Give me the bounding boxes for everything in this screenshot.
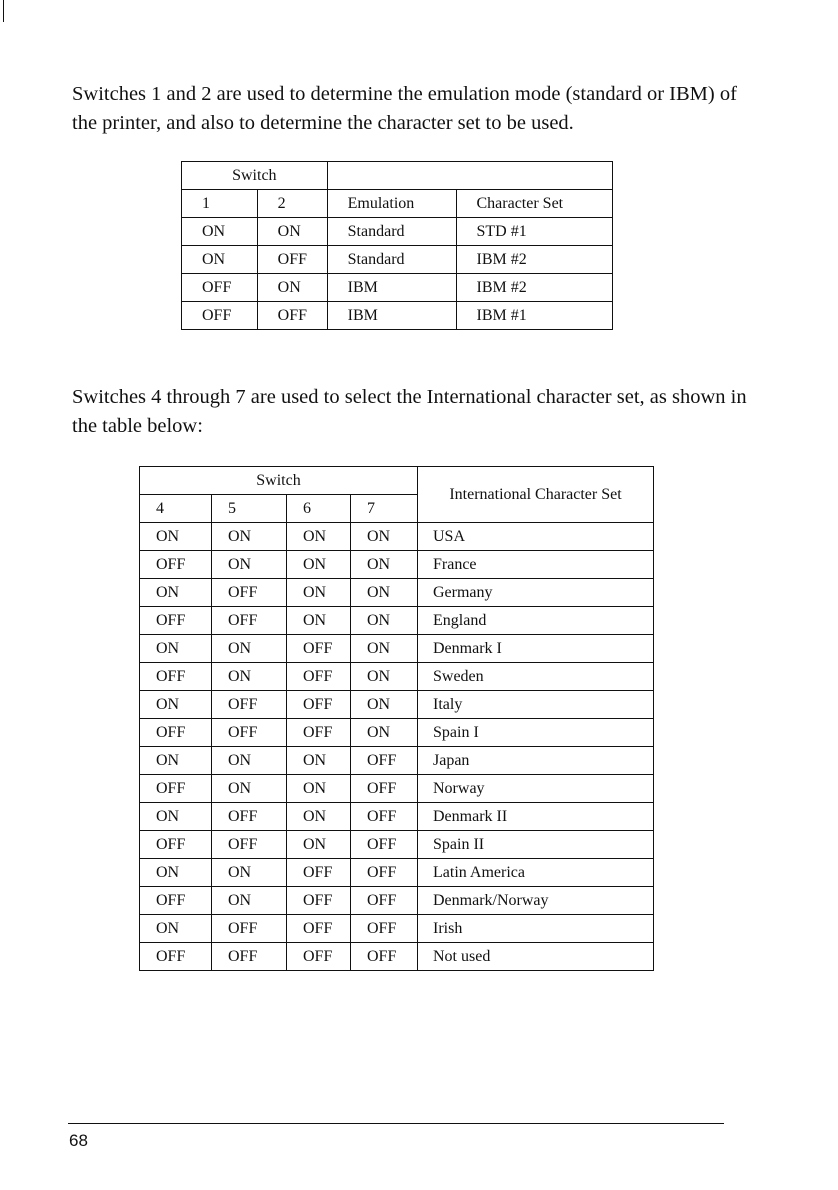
- switch-cell: OFF: [351, 775, 418, 803]
- table-row: [182, 274, 613, 302]
- table-row: [182, 218, 613, 246]
- switch-cell: ON: [140, 523, 212, 551]
- switch-cell: OFF: [287, 887, 351, 915]
- switch-group-header: Switch: [182, 162, 328, 190]
- switch-cell: ON: [351, 523, 418, 551]
- switch-cell: OFF: [351, 803, 418, 831]
- switch-cell: ON: [140, 859, 212, 887]
- column-header-switch-1: 1: [182, 190, 258, 218]
- table-row: [140, 663, 654, 691]
- switch-cell: ON: [287, 775, 351, 803]
- switch-cell: ON: [212, 859, 287, 887]
- column-header-character-set: Character Set: [456, 190, 613, 218]
- cell: IBM #1: [456, 302, 613, 330]
- switch-cell: ON: [287, 523, 351, 551]
- switch-cell: OFF: [351, 831, 418, 859]
- switch-cell: OFF: [287, 719, 351, 747]
- charset-cell: Germany: [418, 579, 654, 607]
- table-row: [140, 803, 654, 831]
- switch-cell: OFF: [212, 719, 287, 747]
- switch-cell: OFF: [212, 691, 287, 719]
- charset-cell: Denmark II: [418, 803, 654, 831]
- switch-group-header: Switch: [140, 467, 418, 495]
- switch-cell: OFF: [140, 719, 212, 747]
- switch-cell: ON: [140, 579, 212, 607]
- switch-cell: ON: [351, 719, 418, 747]
- switch-cell: OFF: [140, 887, 212, 915]
- table-row: [140, 831, 654, 859]
- cell: IBM: [327, 274, 456, 302]
- cell: OFF: [182, 302, 258, 330]
- switch-cell: ON: [140, 747, 212, 775]
- table-row: [182, 302, 613, 330]
- cell: Standard: [327, 218, 456, 246]
- switch-cell: ON: [287, 551, 351, 579]
- table-header-row: [182, 162, 613, 190]
- charset-cell: Denmark I: [418, 635, 654, 663]
- switch-cell: OFF: [212, 915, 287, 943]
- charset-cell: Not used: [418, 943, 654, 971]
- column-header-emulation: Emulation: [327, 190, 456, 218]
- charset-cell: Japan: [418, 747, 654, 775]
- switch-cell: OFF: [140, 775, 212, 803]
- emulation-switch-table: [181, 161, 613, 330]
- footer-rule: [68, 1123, 724, 1124]
- table-row: [140, 887, 654, 915]
- table-row: [140, 943, 654, 971]
- table-row: [140, 523, 654, 551]
- cell: ON: [182, 246, 258, 274]
- cell: Standard: [327, 246, 456, 274]
- international-charset-table: [139, 466, 654, 971]
- charset-cell: Irish: [418, 915, 654, 943]
- blank-header-cell: [327, 162, 612, 190]
- switch-cell: OFF: [351, 943, 418, 971]
- switch-cell: OFF: [351, 915, 418, 943]
- cell: ON: [257, 218, 327, 246]
- column-header-switch-4: 4: [140, 495, 212, 523]
- switch-cell: OFF: [212, 831, 287, 859]
- switch-cell: ON: [140, 691, 212, 719]
- switch-cell: OFF: [212, 943, 287, 971]
- switch-cell: ON: [212, 663, 287, 691]
- switch-cell: ON: [287, 579, 351, 607]
- cell: IBM #2: [456, 274, 613, 302]
- table-row: [140, 691, 654, 719]
- cell: IBM #2: [456, 246, 613, 274]
- switch-cell: ON: [212, 635, 287, 663]
- table-row: [140, 915, 654, 943]
- charset-cell: Italy: [418, 691, 654, 719]
- cell: STD #1: [456, 218, 613, 246]
- column-header-switch-6: 6: [287, 495, 351, 523]
- table-row: [140, 775, 654, 803]
- switch-cell: ON: [140, 915, 212, 943]
- switch-cell: OFF: [140, 551, 212, 579]
- charset-cell: Denmark/Norway: [418, 887, 654, 915]
- switch-cell: OFF: [212, 579, 287, 607]
- switch-cell: ON: [212, 887, 287, 915]
- table-row: [140, 719, 654, 747]
- intro-paragraph-emulation: Switches 1 and 2 are used to determine the emulation mode (standard or IBM) of the printer, and also to determine the character set to be used.: [72, 83, 737, 134]
- table-row: [140, 579, 654, 607]
- switch-cell: ON: [287, 831, 351, 859]
- switch-cell: ON: [287, 747, 351, 775]
- switch-cell: ON: [351, 607, 418, 635]
- cell: OFF: [182, 274, 258, 302]
- switch-cell: ON: [351, 635, 418, 663]
- charset-cell: England: [418, 607, 654, 635]
- switch-cell: OFF: [212, 803, 287, 831]
- table-row: [140, 607, 654, 635]
- switch-cell: OFF: [351, 747, 418, 775]
- charset-cell: Sweden: [418, 663, 654, 691]
- charset-cell: France: [418, 551, 654, 579]
- switch-cell: ON: [140, 803, 212, 831]
- cell: IBM: [327, 302, 456, 330]
- switch-cell: ON: [351, 691, 418, 719]
- switch-cell: ON: [351, 579, 418, 607]
- switch-cell: OFF: [287, 663, 351, 691]
- switch-cell: OFF: [287, 859, 351, 887]
- charset-cell: Spain II: [418, 831, 654, 859]
- column-header-switch-7: 7: [351, 495, 418, 523]
- table-header-row: [140, 467, 654, 495]
- switch-cell: OFF: [287, 943, 351, 971]
- switch-cell: ON: [212, 747, 287, 775]
- switch-cell: ON: [212, 775, 287, 803]
- column-header-international-set: International Character Set: [418, 467, 654, 523]
- switch-cell: ON: [287, 607, 351, 635]
- table-row: [140, 859, 654, 887]
- table-header-row: [182, 190, 613, 218]
- switch-cell: OFF: [287, 691, 351, 719]
- switch-cell: ON: [351, 551, 418, 579]
- switch-cell: ON: [287, 803, 351, 831]
- switch-cell: OFF: [287, 635, 351, 663]
- switch-cell: ON: [140, 635, 212, 663]
- switch-cell: OFF: [140, 663, 212, 691]
- table-row: [140, 747, 654, 775]
- cell: ON: [182, 218, 258, 246]
- table-row: [182, 246, 613, 274]
- switch-cell: OFF: [287, 915, 351, 943]
- cell: OFF: [257, 302, 327, 330]
- scan-edge-mark: [3, 0, 4, 22]
- switch-cell: ON: [351, 663, 418, 691]
- page-number: 68: [69, 1131, 88, 1150]
- switch-cell: OFF: [140, 607, 212, 635]
- cell: OFF: [257, 246, 327, 274]
- switch-cell: OFF: [140, 831, 212, 859]
- cell: ON: [257, 274, 327, 302]
- column-header-switch-5: 5: [212, 495, 287, 523]
- charset-cell: Latin America: [418, 859, 654, 887]
- switch-cell: ON: [212, 551, 287, 579]
- charset-cell: USA: [418, 523, 654, 551]
- switch-cell: OFF: [140, 943, 212, 971]
- switch-cell: OFF: [212, 607, 287, 635]
- charset-cell: Norway: [418, 775, 654, 803]
- intro-paragraph-international: Switches 4 through 7 are used to select the International character set, as shown in the table below:: [72, 386, 747, 437]
- column-header-switch-2: 2: [257, 190, 327, 218]
- international-table-body: [140, 523, 654, 971]
- switch-cell: OFF: [351, 859, 418, 887]
- table-row: [140, 635, 654, 663]
- switch-cell: OFF: [351, 887, 418, 915]
- charset-cell: Spain I: [418, 719, 654, 747]
- switch-cell: ON: [212, 523, 287, 551]
- table-row: [140, 551, 654, 579]
